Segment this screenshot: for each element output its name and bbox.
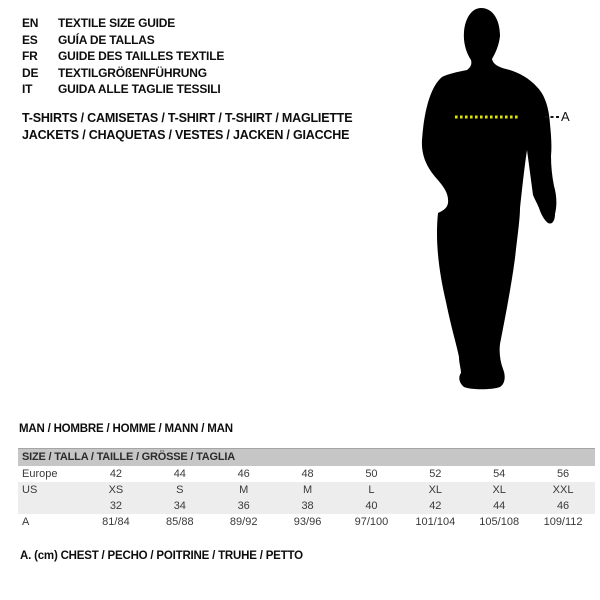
size-cell: 42 bbox=[429, 500, 442, 512]
size-cell: 54 bbox=[493, 468, 506, 480]
table-row-chest-a bbox=[18, 514, 595, 530]
size-table bbox=[18, 448, 595, 530]
size-cell: 36 bbox=[237, 500, 250, 512]
lang-title: GUIDA ALLE TAGLIE TESSILI bbox=[58, 82, 221, 97]
size-cell: L bbox=[368, 484, 375, 496]
lang-code: IT bbox=[22, 82, 33, 97]
size-cell: 50 bbox=[365, 468, 378, 480]
size-cell: XS bbox=[108, 484, 124, 496]
row-label: Europe bbox=[22, 468, 58, 480]
lang-title: TEXTILGRÖßENFÜHRUNG bbox=[58, 65, 207, 80]
size-cell: 32 bbox=[109, 500, 123, 512]
row-label bbox=[18, 498, 84, 514]
size-cell: 44 bbox=[493, 500, 506, 512]
size-cell: 42 bbox=[109, 468, 123, 480]
table-row-europe bbox=[18, 466, 595, 482]
size-cell: 34 bbox=[173, 500, 186, 512]
lang-code: FR bbox=[22, 49, 38, 64]
size-cell: 97/100 bbox=[354, 516, 389, 528]
size-cell: 46 bbox=[556, 500, 570, 512]
lang-title: TEXTILE SIZE GUIDE bbox=[58, 16, 176, 30]
size-cell: 109/112 bbox=[543, 516, 583, 528]
size-cell: 89/92 bbox=[229, 516, 258, 528]
size-cell: 93/96 bbox=[293, 516, 322, 528]
lang-code: DE bbox=[22, 65, 39, 80]
size-cell: 44 bbox=[173, 468, 186, 480]
lang-title: GUÍA DE TALLAS bbox=[58, 32, 155, 47]
measurement-a-label: A bbox=[561, 109, 570, 124]
size-cell: 40 bbox=[365, 500, 378, 512]
size-cell: 52 bbox=[429, 468, 442, 480]
size-cell: 85/88 bbox=[166, 516, 194, 528]
table-row-us bbox=[18, 482, 595, 498]
size-cell: 48 bbox=[301, 468, 314, 480]
size-table-header: SIZE / TALLA / TAILLE / GRÖSSE / TAGLIA bbox=[18, 448, 595, 466]
measurement-footnote: A. (cm) CHEST / PECHO / POITRINE / TRUHE / PETTO bbox=[20, 550, 303, 562]
size-cell: 105/108 bbox=[479, 516, 520, 528]
lang-code: ES bbox=[22, 32, 38, 47]
garment-line-jackets: JACKETS / CHAQUETAS / VESTES / JACKEN / GIACCHE bbox=[22, 128, 350, 142]
size-cell: 38 bbox=[301, 500, 314, 512]
row-label: A bbox=[22, 516, 30, 528]
garment-line-tshirts: T-SHIRTS / CAMISETAS / T-SHIRT / T-SHIRT / MAGLIETTE bbox=[22, 111, 353, 125]
size-cell: XL bbox=[492, 484, 506, 496]
size-cell: 56 bbox=[556, 468, 570, 480]
size-cell: XXL bbox=[552, 484, 574, 496]
size-cell: XL bbox=[428, 484, 443, 496]
size-cell: M bbox=[239, 484, 249, 496]
size-cell: M bbox=[302, 484, 313, 496]
lang-code: EN bbox=[22, 16, 39, 30]
row-label: US bbox=[22, 484, 38, 496]
lang-title: GUIDE DES TAILLES TEXTILE bbox=[58, 49, 225, 64]
size-cell: 81/84 bbox=[102, 516, 130, 528]
size-cell: 46 bbox=[237, 468, 250, 480]
table-row-uk bbox=[18, 498, 595, 514]
size-cell: S bbox=[176, 484, 184, 496]
section-title-man: MAN / HOMBRE / HOMME / MANN / MAN bbox=[19, 423, 233, 435]
size-cell: 101/104 bbox=[415, 516, 456, 528]
man-silhouette bbox=[422, 8, 556, 389]
